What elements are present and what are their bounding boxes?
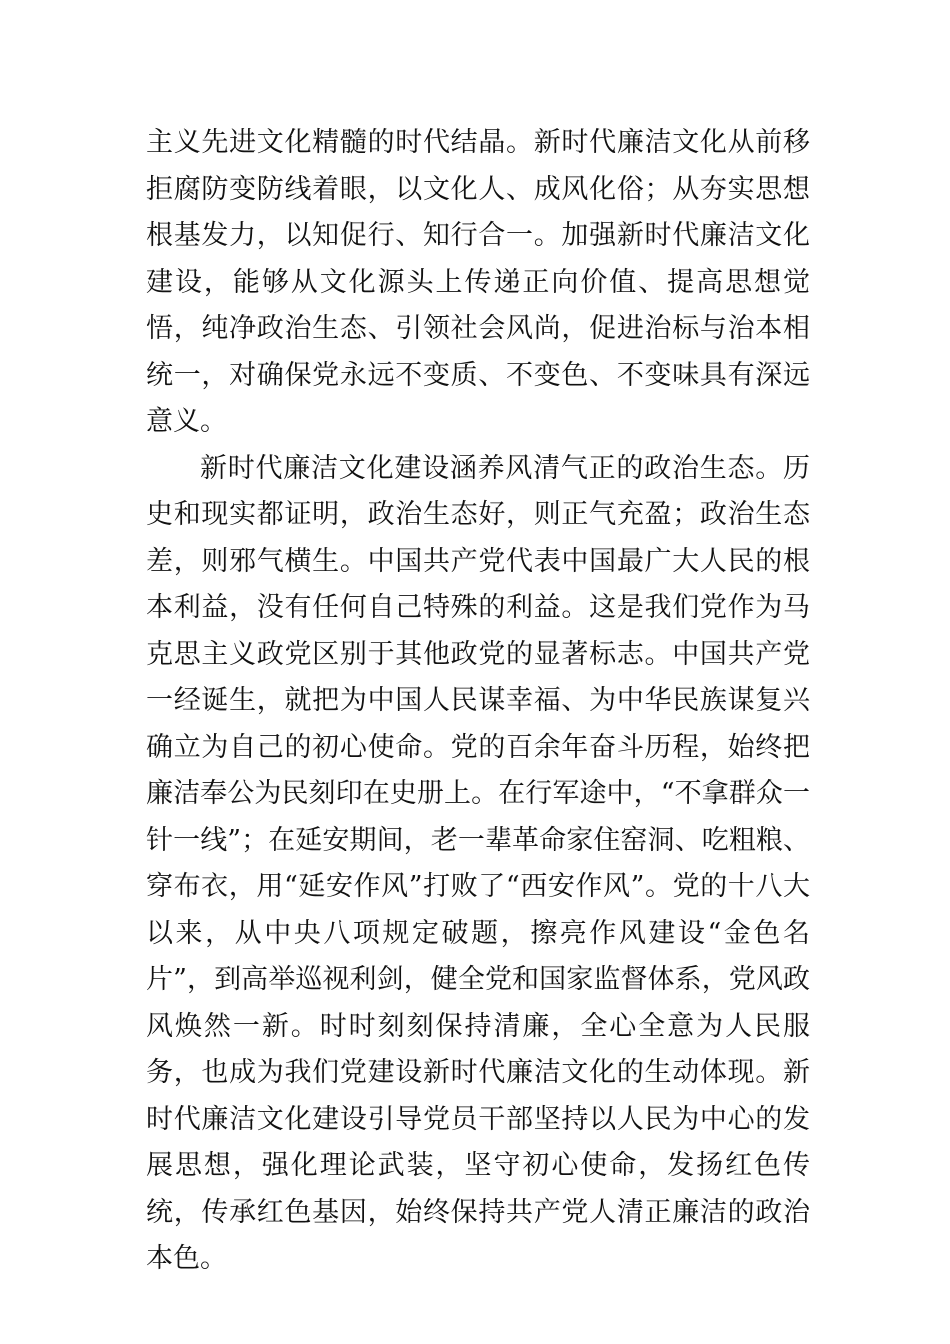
paragraph-continued: 主义先进文化精髓的时代结晶。新时代廉洁文化从前移拒腐防变防线着眼，以文化人、成风化俗；从夯实思想根基发力，以知促行、知行合一。加强新时代廉洁文化建设，能够从文化源头上传递正向价值、提高思想觉悟，纯净政治生态、引领社会风尚，促进治标与治本相统一，对确保党永远不变质、不变色、不变味具有深远意义。 [146,127,810,437]
document-body [146,120,810,1283]
paragraph-political-ecology: 新时代廉洁文化建设涵养风清气正的政治生态。历史和现实都证明，政治生态好，则正气充盈；政治生态差，则邪气横生。中国共产党代表中国最广大人民的根本利益，没有任何自己特殊的利益。这是我们党作为马克思主义政党区别于其他政党的显著标志。中国共产党一经诞生，就把为中国人民谋幸福、为中华民族谋复兴确立为自己的初心使命。党的百余年奋斗历程，始终把廉洁奉公为民刻印在史册上。在行军途中，“不拿群众一针一线”；在延安期间，老一辈革命家住窑洞、吃粗粮、穿布衣，用“延安作风”打败了“西安作风”。党的十八大以来，从中央八项规定破题，擦亮作风建设“金色名片”，到高举巡视利剑，健全党和国家监督体系，党风政风焕然一新。时时刻刻保持清廉，全心全意为人民服务，也成为我们党建设新时代廉洁文化的生动体现。新时代廉洁文化建设引导党员干部坚持以人民为中心的发展思想，强化理论武装，坚守初心使命，发扬红色传统，传承红色基因，始终保持共产党人清正廉洁的政治本色。 [146,452,810,1274]
